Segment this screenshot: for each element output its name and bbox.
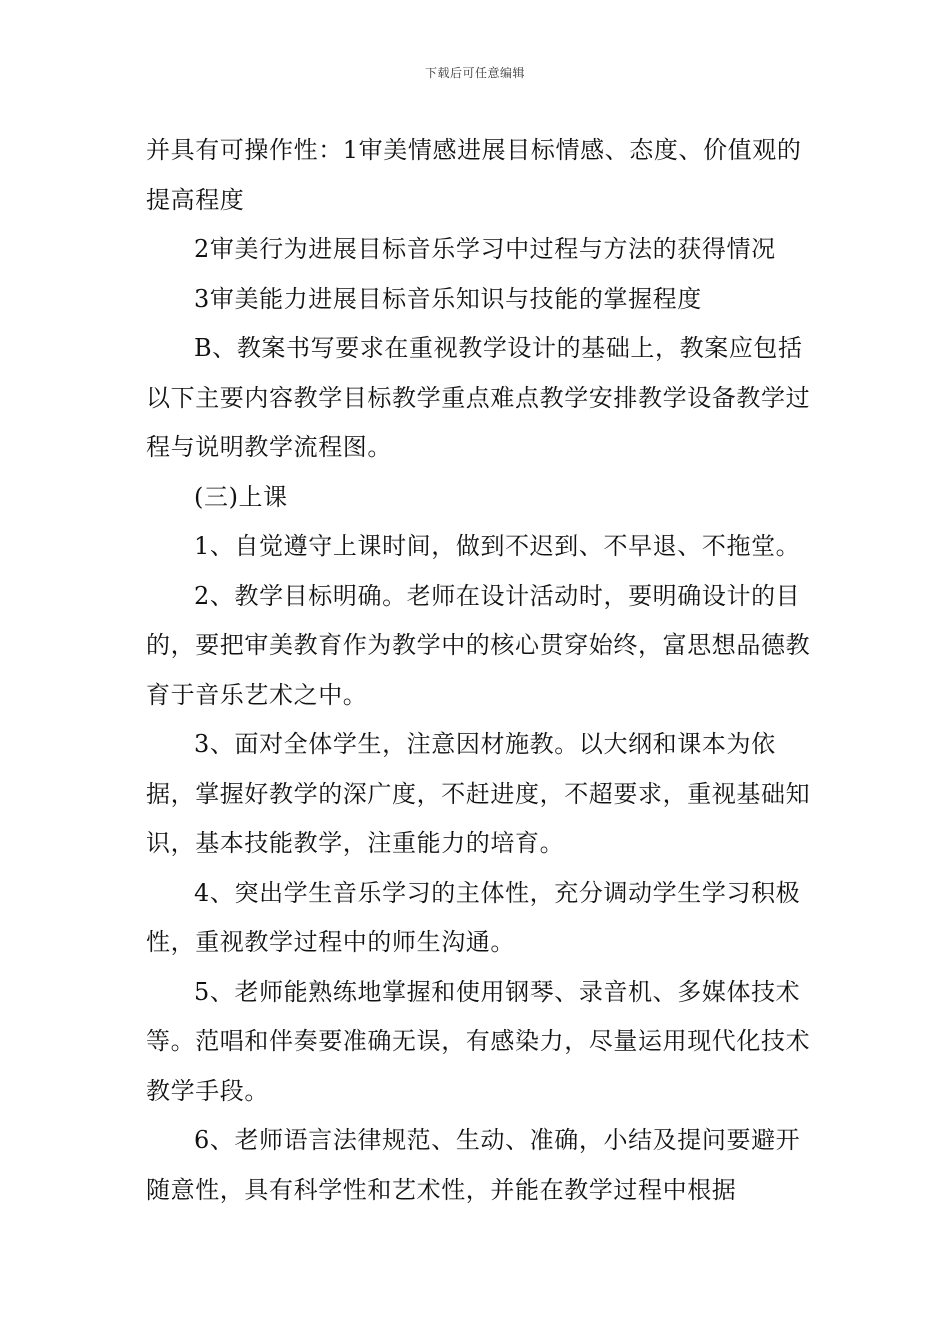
paragraph-item-2: 2、教学目标明确。老师在设计活动时，要明确设计的目的，要把审美教育作为教学中的核心贯穿始终，富思想品德教育于音乐艺术之中。 — [146, 581, 811, 709]
paragraph-lesson-plan-requirements: B、教案书写要求在重视教学设计的基础上，教案应包括以下主要内容教学目标教学重点难点教学安排教学设备教学过程与说明教学流程图。 — [146, 334, 811, 461]
paragraph-item-5: 5、老师能熟练地掌握和使用钢琴、录音机、多媒体技术等。范唱和伴奏要准确无误，有感染力，尽量运用现代化技术教学手段。 — [146, 977, 811, 1105]
paragraph-goal-2: 2审美行为进展目标音乐学习中过程与方法的获得情况 — [194, 235, 776, 263]
section-heading-class: (三)上课 — [194, 482, 288, 511]
page-header-note: 下载后可任意编辑 — [424, 66, 525, 80]
paragraph-item-6: 6、老师语言法律规范、生动、准确，小结及提问要避开随意性，具有科学性和艺术性，并能在教学过程中根据 — [146, 1126, 801, 1204]
paragraph-item-4: 4、突出学生音乐学习的主体性，充分调动学生学习积极性，重视教学过程中的师生沟通。 — [146, 878, 801, 956]
paragraph-item-3: 3、面对全体学生，注意因材施教。以大纲和课本为依据，掌握好教学的深广度，不赶进度，不超要求，重视基础知识，基本技能教学，注重能力的培育。 — [146, 730, 811, 857]
paragraph-continuation: 并具有可操作性：1审美情感进展目标情感、态度、价值观的提高程度 — [146, 136, 802, 214]
paragraph-item-1: 1、自觉遵守上课时间，做到不迟到、不早退、不拖堂。 — [194, 532, 801, 560]
document-body — [146, 126, 811, 1215]
paragraph-goal-3: 3审美能力进展目标音乐知识与技能的掌握程度 — [194, 284, 702, 313]
